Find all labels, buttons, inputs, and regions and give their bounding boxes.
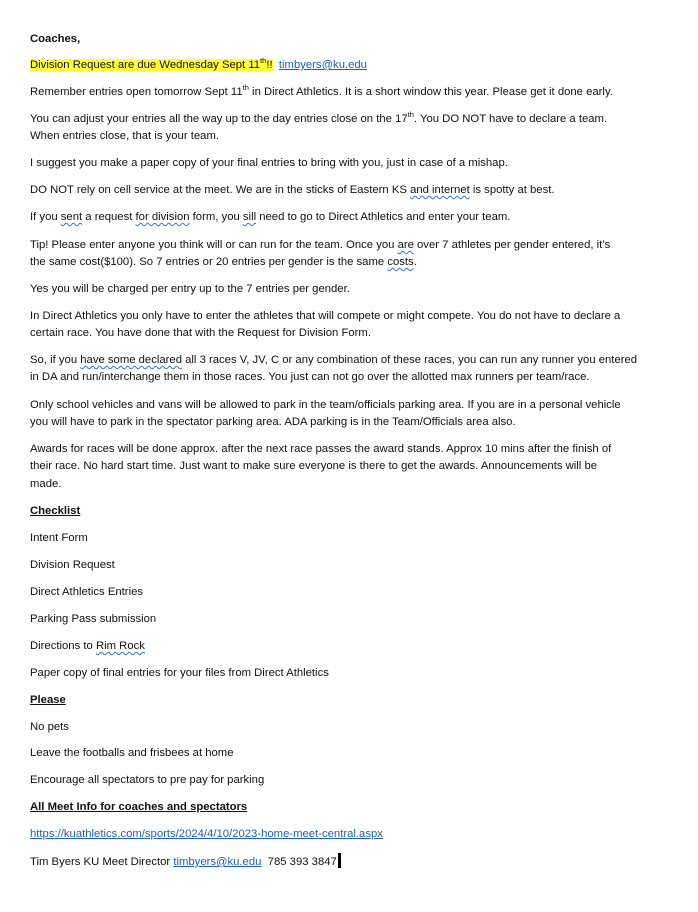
greeting: Coaches, [30, 33, 81, 45]
entries-open-sup: th [242, 83, 249, 93]
meet-info-heading: All Meet Info for coaches and spectators [30, 801, 248, 813]
checklist-item: Direct Athletics Entries [30, 586, 144, 598]
tip-squiggle-2: costs [387, 256, 414, 268]
direct-athletics-line-2: certain race. You have done that with the Request for Division Form. [30, 327, 371, 339]
deadline-sup: th [260, 56, 267, 66]
signature-name: Tim Byers KU Meet Director [30, 856, 174, 868]
entries-open-text-2: in Direct Athletics. It is a short window this year. Please get it done early. [248, 86, 613, 98]
sent-request-paragraph [30, 209, 510, 226]
adjust-text: You can adjust your entries all the way up to the day entries close on the 17 [30, 113, 408, 125]
deadline-email-link[interactable]: timbyers@ku.edu [278, 59, 367, 71]
sent-squiggle-1: sent [60, 211, 83, 223]
races-line-2: in DA and run/interchange them in those races. You just can not go over the allotted max runners per team/race. [30, 371, 590, 383]
please-item: No pets [30, 721, 69, 733]
awards-line-3: made. [30, 478, 62, 490]
tip-text-3: the same cost($100). So 7 entries or 20 entries per gender is the same [30, 256, 388, 268]
directions-squiggle: Rim Rock [95, 640, 145, 652]
direct-athletics-line-1: In Direct Athletics you only have to enter the athletes that will compete or might compete. You do not have to declare a [30, 310, 621, 322]
checklist-item: Intent Form [30, 532, 88, 544]
signature-line [30, 853, 341, 871]
checklist-item-paper-copy: Paper copy of final entries for your files from Direct Athletics [30, 667, 329, 679]
sent-text-4: need to go to Direct Athletics and enter your team. [256, 211, 511, 223]
cell-text-2: is spotty at best. [469, 184, 555, 196]
parking-line-1: Only school vehicles and vans will be allowed to park in the team/officials parking area. If you are in a personal vehicle [30, 399, 621, 411]
sent-text-3: form, you [189, 211, 243, 223]
entries-open-paragraph [30, 84, 613, 101]
races-text-1: So, if you [30, 354, 81, 366]
adjust-sup: th [407, 110, 414, 120]
races-line-1 [30, 352, 637, 369]
deadline-exclaim: !! [266, 59, 273, 71]
entries-open-text: Remember entries open tomorrow Sept 11 [30, 86, 243, 98]
sent-squiggle-3: sill [242, 211, 257, 223]
sent-text-1: If you [30, 211, 61, 223]
sent-text-2: a request [82, 211, 136, 223]
tip-text-4: . [413, 256, 417, 268]
cell-text: DO NOT rely on cell service at the meet. We are in the sticks of Eastern KS [30, 184, 411, 196]
tip-line-1 [30, 237, 610, 254]
signature-phone: 785 393 3847 [261, 856, 337, 868]
deadline-highlight [30, 56, 273, 71]
checklist-item: Parking Pass submission [30, 613, 157, 625]
tip-line-2 [30, 254, 417, 271]
parking-line-2: you will have to park in the spectator parking area. ADA parking is in the Team/Officials area also. [30, 416, 516, 428]
checklist-item: Division Request [30, 559, 115, 571]
meet-info-link[interactable]: https://kuathletics.com/sports/2024/4/10/2023-home-meet-central.aspx [30, 828, 383, 840]
races-squiggle: have some declared [80, 354, 182, 366]
checklist-heading: Checklist [30, 505, 81, 517]
awards-line-2: their race. No hard start time. Just want to make sure everyone is there to get the awards. Announcements will be [30, 460, 598, 472]
adjust-entries-line-1 [30, 111, 607, 128]
cell-service-paragraph [30, 182, 555, 199]
paper-copy-paragraph: I suggest you make a paper copy of your final entries to bring with you, just in case of a mishap. [30, 157, 508, 169]
tip-text-2: over 7 athletes per gender entered, it’s [413, 239, 611, 251]
tip-squiggle-1: are [397, 239, 414, 251]
meet-info-line [30, 826, 383, 843]
tip-text-1: Tip! Please enter anyone you think will or can run for the team. Once you [30, 239, 398, 251]
please-item: Encourage all spectators to pre pay for parking [30, 774, 265, 786]
charge-paragraph: Yes you will be charged per entry up to the 7 entries per gender. [30, 283, 350, 295]
checklist-item-directions [30, 638, 145, 655]
text-cursor [338, 853, 341, 868]
races-text-2: all 3 races V, JV, C or any combination of these races, you can run any runner you entered [181, 354, 638, 366]
directions-text: Directions to [30, 640, 96, 652]
adjust-text-2: . You DO NOT have to declare a team. [413, 113, 608, 125]
please-item: Leave the footballs and frisbees at home [30, 747, 234, 759]
awards-line-1: Awards for races will be done approx. after the next race passes the award stands. Approx 10 mins after the finish of [30, 443, 612, 455]
please-heading: Please [30, 694, 66, 706]
deadline-text: Division Request are due Wednesday Sept 11 [30, 59, 261, 71]
signature-email-link[interactable]: timbyers@ku.edu [173, 856, 262, 868]
sent-squiggle-2: for division [135, 211, 190, 223]
deadline-line [30, 57, 367, 74]
cell-squiggle: and internet [410, 184, 470, 196]
adjust-entries-line-2: When entries close, that is your team. [30, 130, 219, 142]
